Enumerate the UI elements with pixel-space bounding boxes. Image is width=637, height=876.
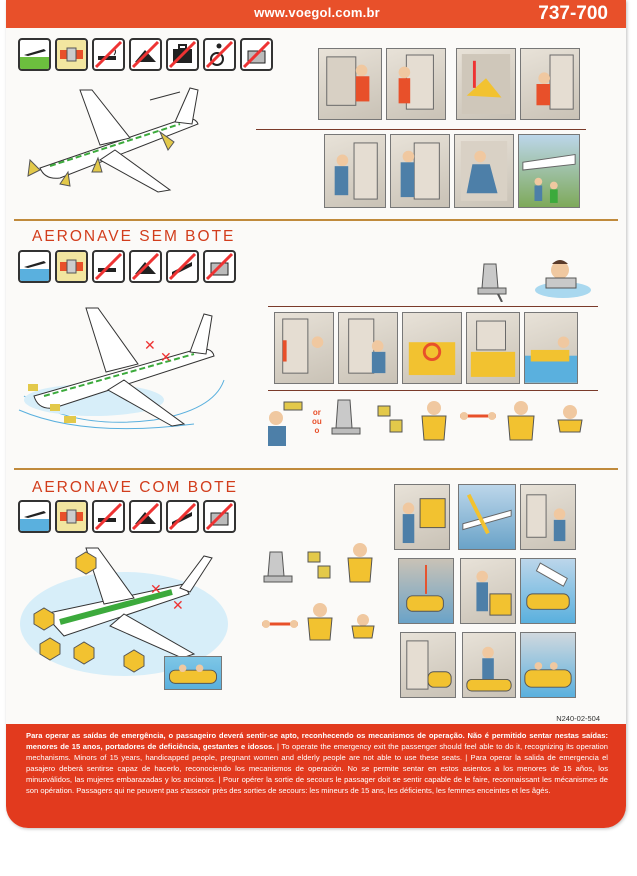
website-url[interactable]: www.voegol.com.br (254, 5, 380, 20)
raft-step-7 (400, 632, 456, 698)
raft-vest-floating-illustration (346, 610, 380, 642)
seatbelt-icon (55, 500, 88, 533)
footer-text-es: | Para operar la salida de emergencia el pasajero deberá sentirse capaz de hacerlo, reconociendo los mecanismos de operación. No se permite sentar en estos asientos a los menores de 15 años, los minusválidos, las mujeres embarazadas y los ancianos. (26, 753, 608, 785)
step-panel-1 (318, 48, 382, 120)
no-baggage-icon (166, 38, 199, 71)
aircraft-exits-diagram (20, 80, 220, 200)
no-smoking-icon (92, 250, 125, 283)
no-sharp-objects-icon (166, 250, 199, 283)
no-high-heels-icon (129, 38, 162, 71)
no-high-heels-icon (129, 250, 162, 283)
vest-floating-illustration (550, 402, 590, 436)
raft-donning-vest-illustration (340, 540, 380, 584)
seat-cushion-illustration (472, 262, 516, 302)
ditching-icon (18, 250, 51, 283)
land-icon-row (18, 38, 273, 71)
step-panel-2 (386, 48, 446, 120)
no-wheelchair-icon (203, 38, 236, 71)
seat-vest-illustration (328, 398, 368, 444)
ditching-icon-row (18, 250, 236, 283)
svg-text:✕: ✕ (144, 337, 156, 353)
donning-vest-illustration (412, 398, 456, 442)
header-band (6, 0, 626, 28)
step-panel-6 (390, 134, 450, 208)
landing-icon (18, 38, 51, 71)
no-smoking-icon (92, 500, 125, 533)
no-bag-icon (203, 500, 236, 533)
raft-icon-row (18, 500, 236, 533)
vest-pouch-illustration (374, 402, 408, 438)
svg-text:✕: ✕ (160, 349, 172, 365)
step-panel-9 (274, 312, 334, 384)
no-bag-icon (240, 38, 273, 71)
seatbelt-icon (55, 250, 88, 283)
footer-text-pt: Para operar as saídas de emergência, o passageiro deverá sentir-se apto, reconhecendo os mecanismos de operação. Não é permitido sentar nestas saídas: menores de 15 anos, portadores de deficiência, gestantes e idosos. (26, 731, 608, 752)
svg-text:✕: ✕ (172, 597, 184, 613)
floating-passenger-illustration (534, 252, 592, 300)
raft-inflating-vest-illustration (300, 600, 340, 642)
raft-step-8 (462, 632, 516, 698)
step-panel-8 (518, 134, 580, 208)
raft-step-6 (520, 558, 576, 624)
step-panel-12 (466, 312, 520, 384)
ditching-icon (18, 500, 51, 533)
no-smoking-icon (92, 38, 125, 71)
vest-straps-illustration (458, 404, 498, 430)
raft-step-3 (520, 484, 576, 550)
section-title-sem-bote: AERONAVE SEM BOTE (32, 228, 236, 245)
svg-text:✕: ✕ (150, 581, 162, 597)
no-bag-icon (203, 250, 236, 283)
inflating-vest-illustration (500, 398, 542, 442)
aircraft-model: 737-700 (538, 3, 608, 24)
raft-seat-illustration (260, 550, 300, 590)
raft-step-2 (458, 484, 516, 550)
or-ou-o-label: or ou o (312, 408, 322, 435)
step-panel-10 (338, 312, 398, 384)
footer-notice (6, 724, 626, 828)
step-panel-7 (454, 134, 514, 208)
raft-vest-pouch-illustration (304, 548, 336, 582)
raft-vest-straps-illustration (260, 612, 300, 638)
step-panel-4 (520, 48, 580, 120)
section-title-com-bote: AERONAVE COM BOTE (32, 479, 238, 496)
step-panel-3 (456, 48, 516, 120)
aircraft-water-diagram (14, 300, 234, 440)
raft-step-5 (460, 558, 516, 624)
raft-step-4 (398, 558, 454, 624)
raft-step-1 (394, 484, 450, 550)
vest-under-seat-illustration (260, 396, 308, 448)
step-panel-11 (402, 312, 462, 384)
raft-inset-panel (164, 656, 222, 690)
document-code: N240-02-504 (556, 714, 600, 723)
step-panel-13 (524, 312, 578, 384)
step-panel-5 (324, 134, 386, 208)
footer-text-en: | To operate the emergency exit the passenger should feel able to do it, recognizing its operation mechanisms. Minors of 15 years, handicapped people, pregnant women and elderly people are not able to use these seats. (26, 742, 608, 763)
raft-step-9 (520, 632, 576, 698)
no-sharp-objects-icon (166, 500, 199, 533)
no-high-heels-icon (129, 500, 162, 533)
safety-card (6, 0, 626, 828)
footer-text-fr: | Pour opérer la sortie de secours le passager doit se sentir capable de le faire, reconnaissant les mécanismes de son opération. Passagers qui ne peuvent pas s'asseoir près des sorties de secours: les mineurs de 15 ans, les déficients, les femmes enceintes et les âgés. (26, 775, 608, 796)
seatbelt-icon (55, 38, 88, 71)
